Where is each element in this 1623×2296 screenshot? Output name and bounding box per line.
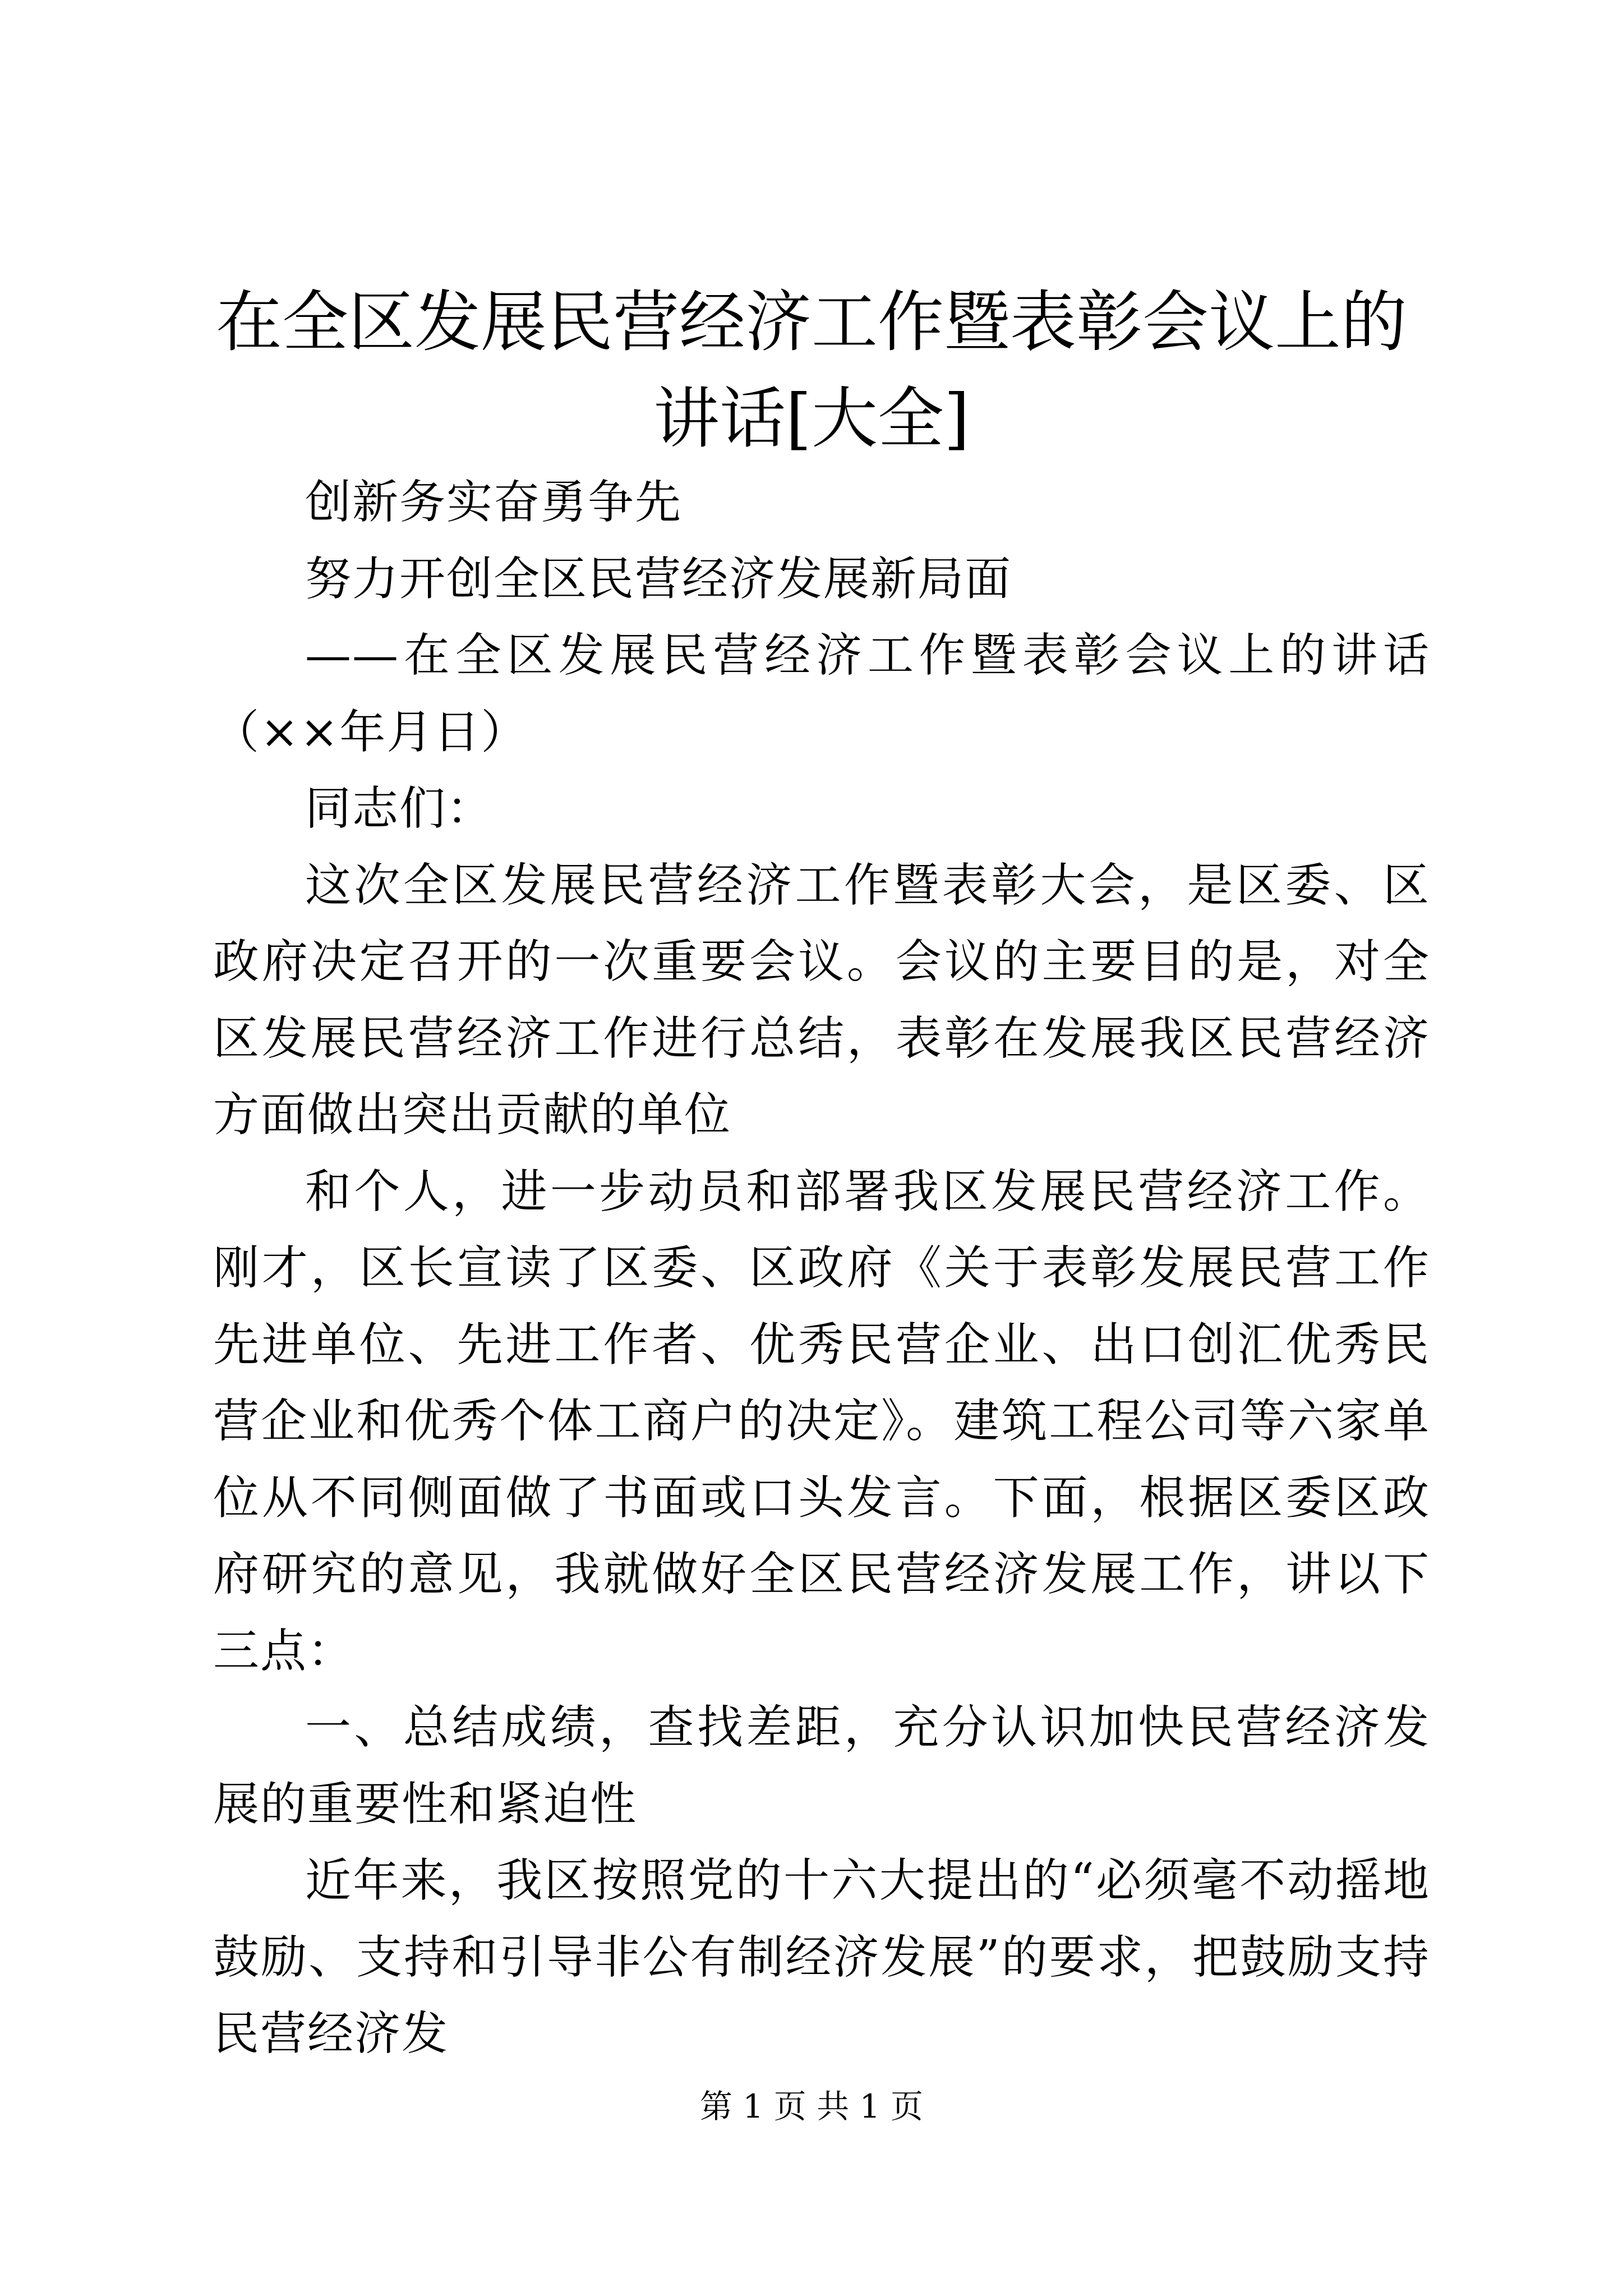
paragraph-body: 近年来，我区按照党的十六大提出的“必须毫不动摇地鼓励、支持和引导非公有制经济发展”的要求，把鼓励支持民营经济发: [213, 1854, 1430, 2060]
document-title: 在全区发展民营经济工作暨表彰会议上的讲话[大全]: [215, 283, 1407, 457]
document-body: [213, 464, 1430, 2073]
paragraph-salutation: 同志们：: [305, 782, 494, 835]
paragraph-body: 和个人，进一步动员和部署我区发展民营经济工作。刚才，区长宣读了区委、区政府《关于表彰发展民营工作先进单位、先进工作者、优秀民营企业、出口创汇优秀民营企业和优秀个体工商户的决定》。建筑工程公司等六家单位从不同侧面做了书面或口头发言。下面，根据区委区政府研究的意见，我就做好全区民营经济发展工作，讲以下三点：: [213, 1165, 1430, 1678]
page-footer: 第 1 页 共 1 页: [700, 2087, 923, 2125]
paragraph-section-heading: 一、总结成绩，查找差距，充分认识加快民营经济发展的重要性和紧迫性: [213, 1701, 1430, 1831]
paragraph-body: 这次全区发展民营经济工作暨表彰大会，是区委、区政府决定召开的一次重要会议。会议的主要目的是，对全区发展民营经济工作进行总结，表彰在发展我区民营经济方面做出突出贡献的单位: [213, 858, 1430, 1142]
paragraph-slogan-1: 创新务实奋勇争先: [305, 476, 683, 529]
paragraph-subtitle: ——在全区发展民营经济工作暨表彰会议上的讲话（××年月日）: [213, 629, 1430, 759]
paragraph-slogan-2: 努力开创全区民营经济发展新局面: [305, 552, 1012, 606]
